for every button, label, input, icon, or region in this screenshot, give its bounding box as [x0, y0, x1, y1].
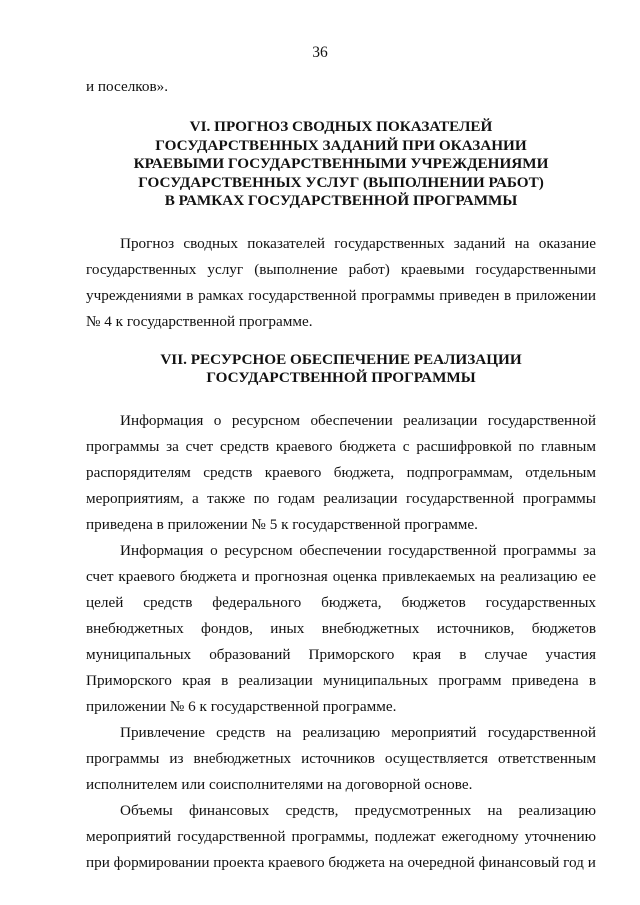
heading-line: VI. ПРОГНОЗ СВОДНЫХ ПОКАЗАТЕЛЕЙ	[189, 118, 493, 135]
heading-line: В РАМКАХ ГОСУДАРСТВЕННОЙ ПРОГРАММЫ	[164, 192, 518, 209]
heading-line: VII. РЕСУРСНОЕ ОБЕСПЕЧЕНИЕ РЕАЛИЗАЦИИ	[160, 350, 522, 368]
section-7-paragraph: Информация о ресурсном обеспечении государственной программы за счет краевого бюджета и прогнозная оценка привлекаемых на реализацию ее целей средств федерального бюджета, бюджетов государственных внебюджетных фондов, иных внебюджетных источников, бюджетов муниципальных образований Приморского края в случае участия Приморского края в реализации муниципальных программ приведена в приложении № 6 к государственной программе.	[86, 541, 596, 715]
section-7-paragraph: Информация о ресурсном обеспечении реализации государственной программы за счет средств краевого бюджета с расшифровкой по главным распорядителям средств краевого бюджета, подпрограммам, отдельным мероприятиям, а также по годам реализации государственной программы приведена в приложении № 5 к государственной программе.	[86, 411, 596, 533]
heading-line: ГОСУДАРСТВЕННОЙ ПРОГРАММЫ	[206, 369, 476, 386]
spacer	[86, 335, 596, 351]
heading-line: КРАЕВЫМИ ГОСУДАРСТВЕННЫМИ УЧРЕЖДЕНИЯМИ	[133, 155, 549, 172]
page-number: 36	[312, 44, 328, 61]
heading-line: ГОСУДАРСТВЕННЫХ УСЛУГ (ВЫПОЛНЕНИИ РАБОТ)	[138, 173, 544, 191]
section-7-heading	[86, 351, 596, 388]
section-7-paragraph: Привлечение средств на реализацию мероприятий государственной программы из внебюджетных источников осуществляется ответственным исполнителем или соисполнителями на договорной основе.	[86, 723, 596, 793]
document-body	[86, 74, 596, 876]
section-7-paragraph: Объемы финансовых средств, предусмотренных на реализацию мероприятий государственной программы, подлежат ежегодному уточнению при формировании проекта краевого бюджета на очередной финансовый год и	[86, 801, 596, 871]
continuation-text: и поселков».	[86, 78, 169, 95]
heading-line: ГОСУДАРСТВЕННЫХ ЗАДАНИЙ ПРИ ОКАЗАНИИ	[155, 136, 527, 154]
section-6-paragraph: Прогноз сводных показателей государственных заданий на оказание государственных услуг (выполнение работ) краевыми государственными учреждениями в рамках государственной программы приведен в приложении № 4 к государственной программе.	[86, 234, 596, 330]
section-6-heading	[86, 118, 596, 211]
